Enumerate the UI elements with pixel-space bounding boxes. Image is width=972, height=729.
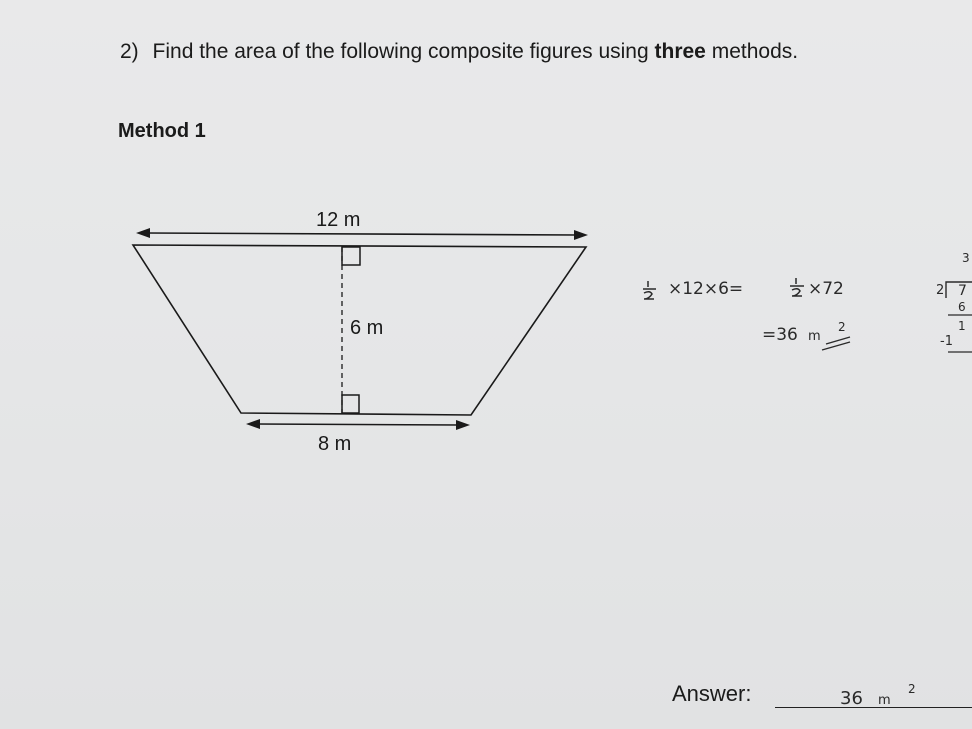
margin-division bbox=[936, 251, 972, 352]
answer-label: Answer: bbox=[672, 681, 752, 706]
fraction-half-2 bbox=[790, 278, 804, 296]
answer-line[interactable] bbox=[775, 707, 972, 708]
handwritten-working bbox=[643, 251, 972, 709]
top-dimension-arrow bbox=[136, 228, 588, 240]
answer-unit: m bbox=[878, 693, 891, 708]
work-line2-exp: 2 bbox=[838, 320, 846, 334]
margin-digit: 3 bbox=[962, 251, 970, 265]
work-line1-a: ×12×6= bbox=[668, 279, 744, 299]
double-underline bbox=[822, 337, 850, 350]
work-line1-b: ×72 bbox=[808, 279, 844, 299]
right-angle-marker-bottom bbox=[342, 395, 359, 413]
margin-digit: 7 bbox=[958, 283, 967, 299]
work-line2-unit: m bbox=[808, 329, 821, 344]
top-dimension-label: 12 m bbox=[316, 209, 361, 231]
bottom-dimension-arrow bbox=[246, 419, 470, 430]
question-bold-word: three bbox=[654, 40, 706, 63]
fraction-half-1 bbox=[643, 281, 656, 299]
work-line2: =36 bbox=[762, 325, 798, 345]
answer-value: 36 bbox=[840, 688, 863, 709]
question-text-before: Find the area of the following composite figures using bbox=[152, 40, 649, 63]
answer-exp: 2 bbox=[908, 682, 916, 696]
bottom-dimension-label: 8 m bbox=[318, 433, 352, 455]
margin-digit: -1 bbox=[940, 334, 953, 349]
method-label: Method 1 bbox=[118, 120, 206, 142]
right-angle-marker-top bbox=[342, 247, 360, 265]
height-label: 6 m bbox=[350, 317, 384, 339]
question-text-after: methods. bbox=[711, 40, 799, 63]
margin-digit: 6 bbox=[958, 300, 966, 314]
margin-digit: 2 bbox=[936, 283, 945, 298]
question-number: 2) bbox=[120, 40, 139, 63]
margin-digit: 1 bbox=[958, 319, 966, 333]
